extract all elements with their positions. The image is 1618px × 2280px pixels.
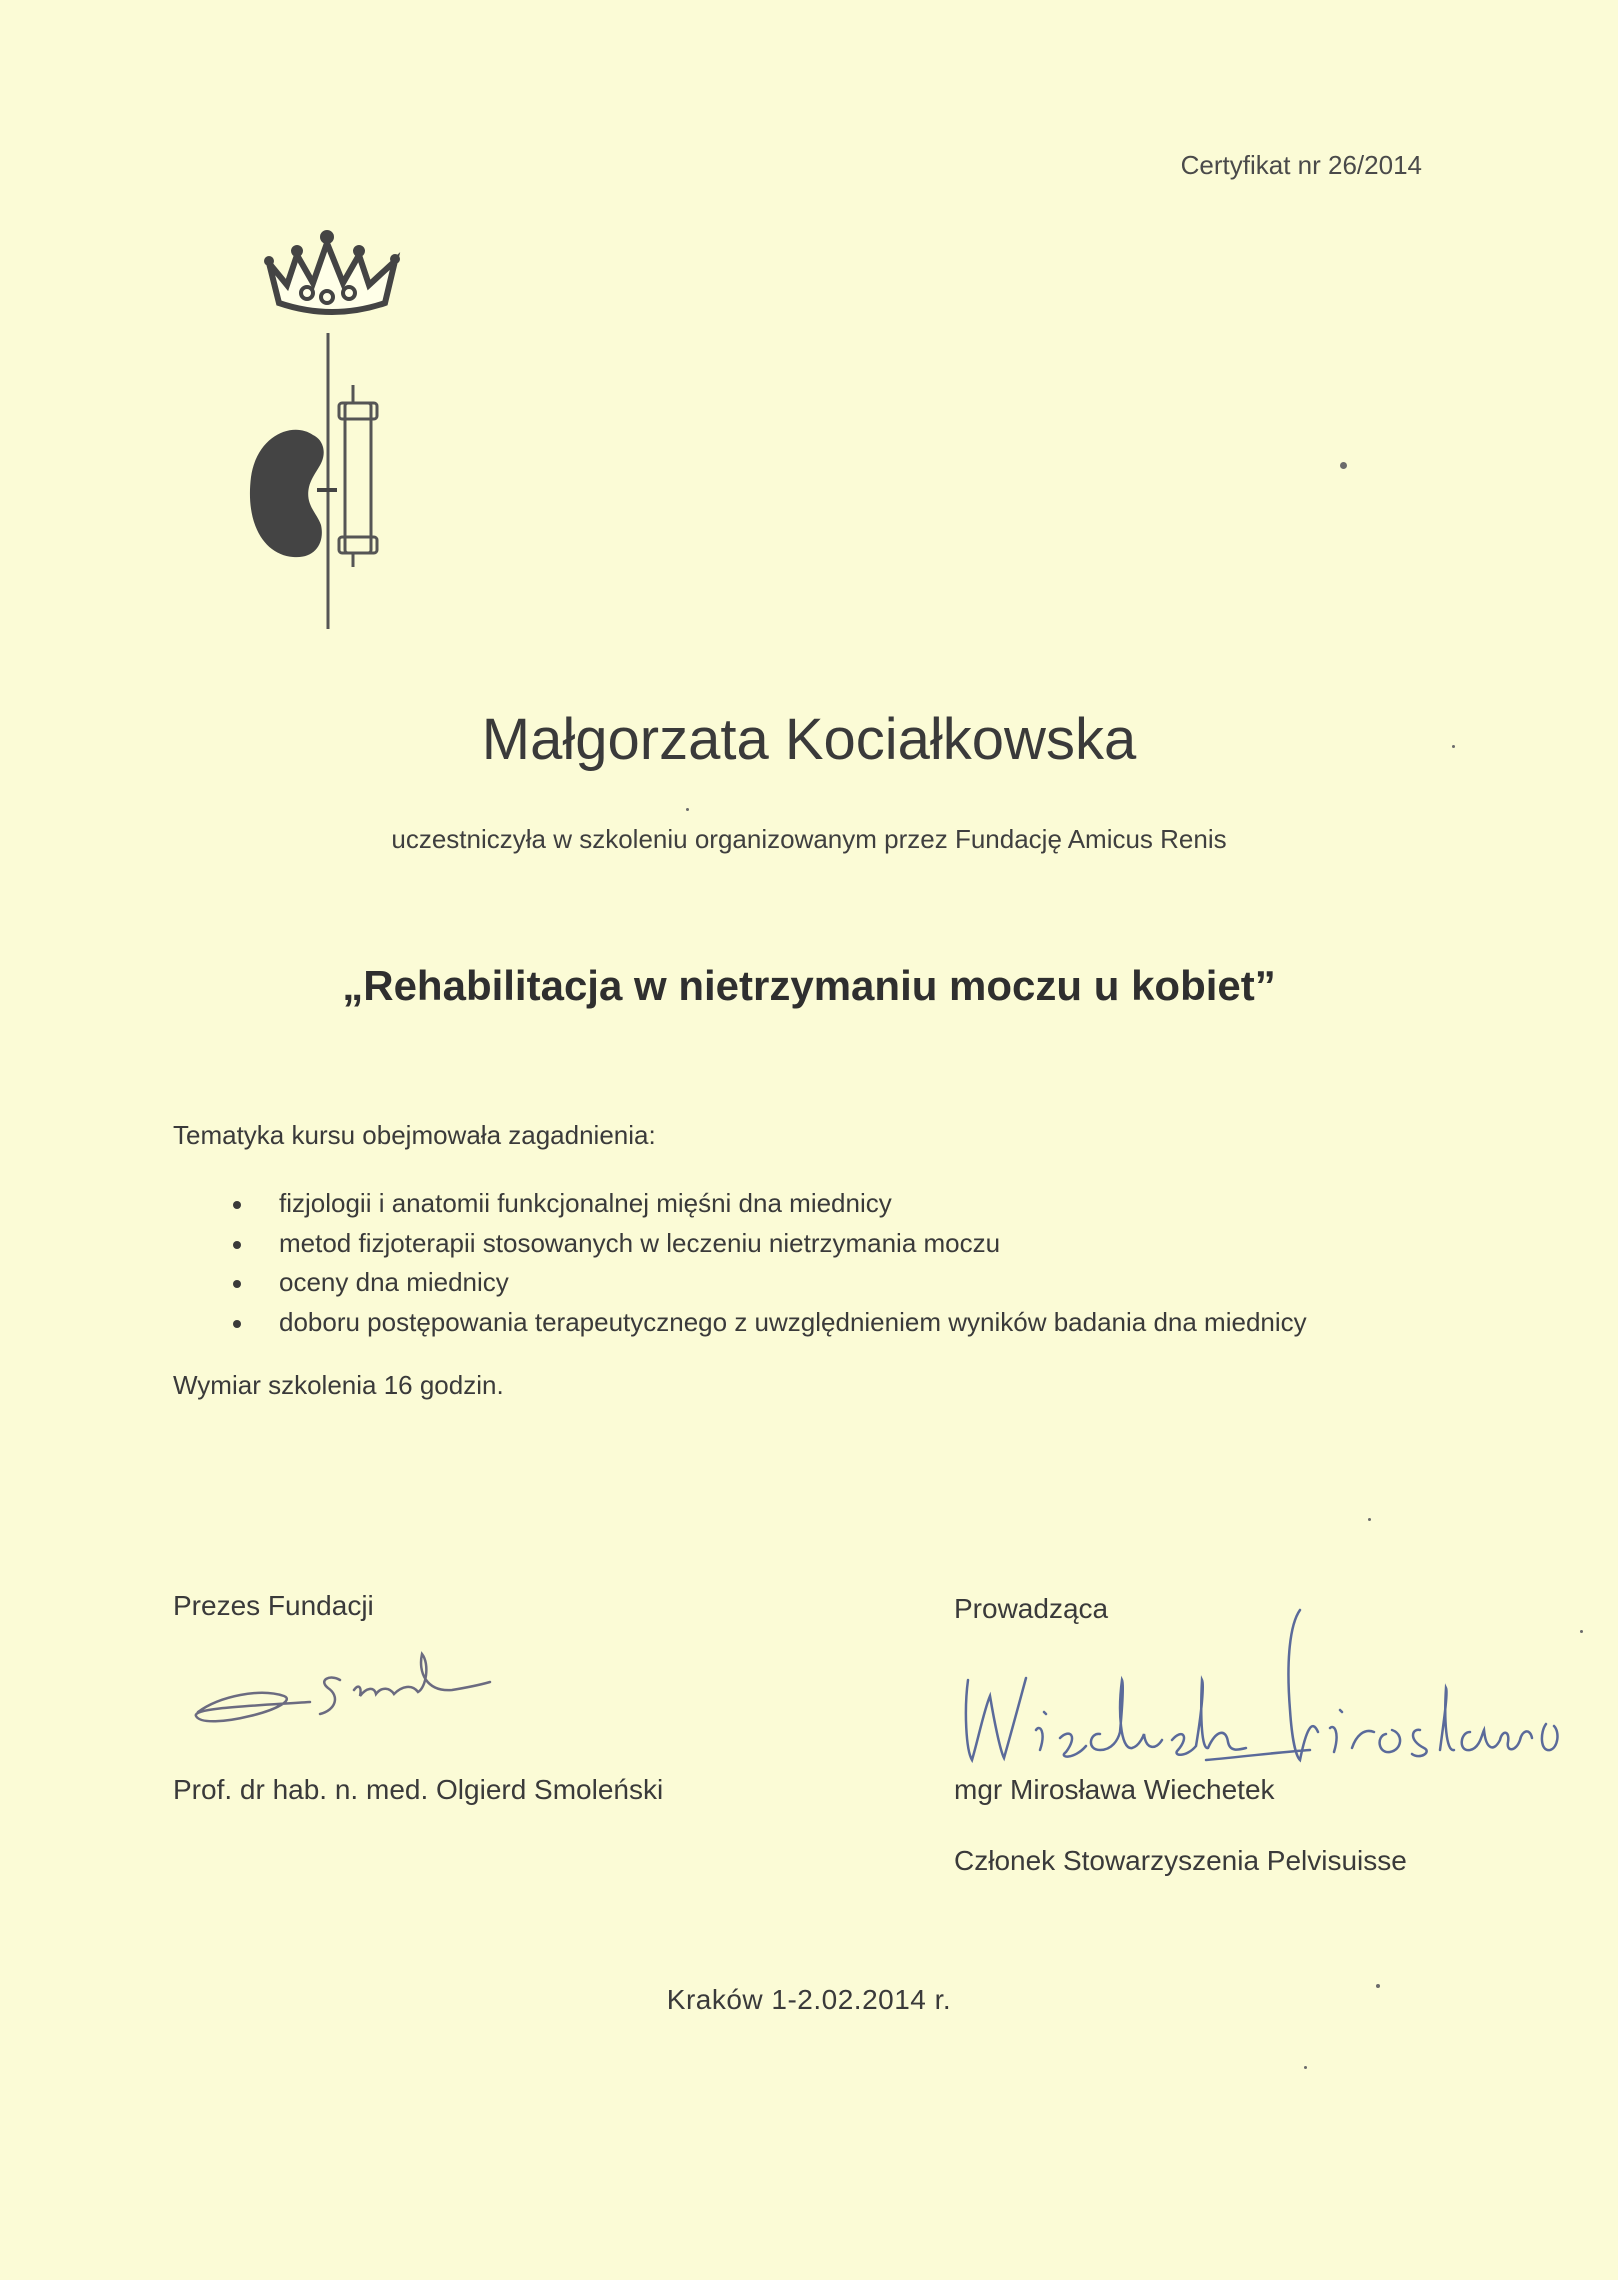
recipient-name: Małgorzata Kociałkowska: [481, 707, 1137, 772]
column-icon: [339, 385, 377, 567]
scan-speck: [1376, 1984, 1380, 1988]
topic-item: metod fizjoterapii stosowanych w leczeniu nietrzymania moczu: [233, 1224, 1307, 1264]
course-title: „Rehabilitacja w nietrzymaniu moczu u kobiet”: [342, 962, 1276, 1009]
place-date: Kraków 1-2.02.2014 r.: [666, 1984, 952, 2015]
certificate-number: Certyfikat nr 26/2014: [1180, 150, 1422, 180]
topics-heading: Tematyka kursu obejmowała zagadnienia:: [173, 1120, 656, 1150]
topic-item: doboru postępowania terapeutycznego z uwzględnieniem wyników badania dna miednicy: [233, 1303, 1307, 1343]
left-signatory-name: Prof. dr hab. n. med. Olgierd Smoleński: [173, 1774, 664, 1805]
scan-speck: [1304, 2066, 1307, 2069]
right-signatory-title: Prowadząca: [954, 1593, 1109, 1624]
scan-speck: [1580, 1630, 1583, 1633]
duration-text: Wymiar szkolenia 16 godzin.: [173, 1370, 504, 1400]
crown-icon: [265, 231, 399, 312]
scan-speck: [1452, 745, 1455, 748]
scan-speck: [686, 808, 689, 811]
left-signatory-title: Prezes Fundacji: [173, 1590, 374, 1621]
scan-speck: [1340, 462, 1347, 469]
right-signatory-role: Członek Stowarzyszenia Pelvisuisse: [954, 1845, 1407, 1876]
topics-list: [233, 1184, 1307, 1342]
signature-right-icon: [950, 1600, 1560, 1790]
scan-speck: [1368, 1518, 1371, 1521]
signature-left-icon: [190, 1630, 510, 1740]
topic-item: oceny dna miednicy: [233, 1263, 1307, 1303]
foundation-logo-icon: [235, 225, 435, 635]
intro-text: uczestniczyła w szkoleniu organizowanym przez Fundację Amicus Renis: [391, 824, 1227, 854]
right-signatory-name: mgr Mirosława Wiechetek: [954, 1774, 1275, 1805]
kidney-icon: [250, 430, 324, 557]
topic-item: fizjologii i anatomii funkcjonalnej mięśni dna miednicy: [233, 1184, 1307, 1224]
